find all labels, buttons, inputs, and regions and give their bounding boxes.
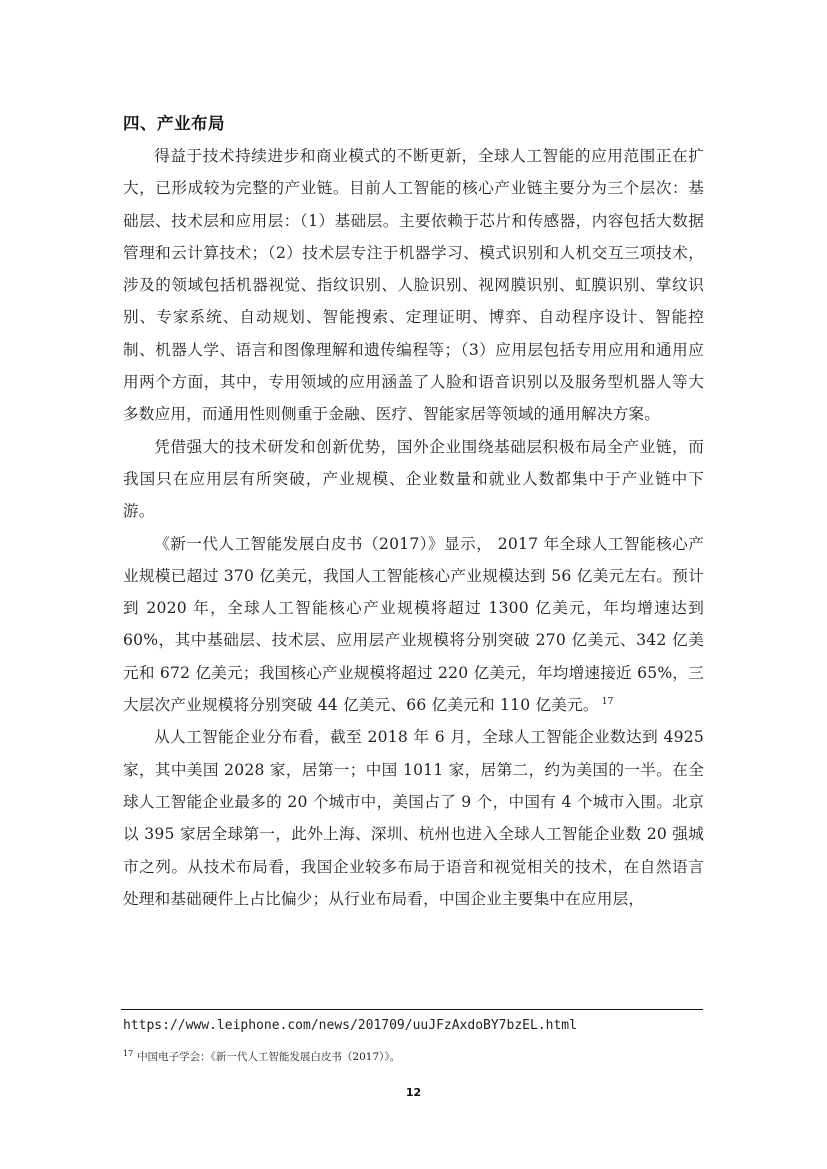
paragraph-enterprise-distribution: 从人工智能企业分布看，截至 2018 年 6 月，全球人工智能企业数达到 4925 家，其中美国 2028 家，居第一；中国 1011 家，居第二，约为美国的一半。在全球人工智能企业最多的 20 个城市中，美国占了 9 个，中国有 4 个城市入围。北京以 395 家居全球第一，此外上海、深圳、杭州也进入全球人工智能企业数 20 强城市之列。从技术布局看，我国企业较多布局于语音和视觉相关的技术，在自然语言处理和基础硬件上占比偏少；从行业布局看，中国企业主要集中在应用层， <box>123 728 704 908</box>
page-number: 12 <box>405 1086 422 1099</box>
page-body <box>123 108 704 915</box>
paragraph-market-size-text: 《新一代人工智能发展白皮书（2017）》显示， 2017 年全球人工智能核心产业规模已超过 370 亿美元，我国人工智能核心产业规模达到 56 亿美元左右。预计到 2020 年，全球人工智能核心产业规模将超过 1300 亿美元，年均增速达到 60%，其中基础层、技术层、应用层产业规模将分别突破 270 亿美元、342 亿美元和 672 亿美元；我国核心产业规模将超过 220 亿美元，年均增速接近 65%，三大层次产业规模将分别突破 44 亿美元、66 亿美元和 110 亿美元。 <box>123 534 704 715</box>
section-heading: 四、产业布局 <box>123 114 225 133</box>
footnote-separator <box>121 1009 703 1010</box>
footnote-reference-17[interactable]: 17 <box>601 696 614 707</box>
footnote-text: 中国电子学会：《新一代人工智能发展白皮书（2017）》。 <box>137 1051 401 1063</box>
footnote-17 <box>123 1049 400 1065</box>
footnote-continued-url[interactable]: https://www.leiphone.com/news/201709/uuJFzAxdoBY7bzEL.html <box>123 1018 577 1033</box>
paragraph-market-size <box>123 528 704 722</box>
paragraph-domestic-position: 凭借强大的技术研发和创新优势，国外企业围绕基础层积极布局全产业链，而我国只在应用层有所突破，产业规模、企业数量和就业人数都集中于产业链中下游。 <box>123 437 704 521</box>
paragraph-industry-chain: 得益于技术持续进步和商业模式的不断更新，全球人工智能的应用范围正在扩大，已形成较为完整的产业链。目前人工智能的核心产业链主要分为三个层次：基础层、技术层和应用层：（1）基础层。主要依赖于芯片和传感器，内容包括大数据管理和云计算技术；（2）技术层专注于机器学习、模式识别和人机交互三项技术，涉及的领域包括机器视觉、指纹识别、人脸识别、视网膜识别、虹膜识别、掌纹识别、专家系统、自动规划、智能搜索、定理证明、博弈、自动程序设计、智能控制、机器人学、语言和图像理解和遗传编程等；（3）应用层包括专用应用和通用应用两个方面，其中，专用领域的应用涵盖了人脸和语音识别以及服务型机器人等大多数应用，而通用性则侧重于金融、医疗、智能家居等领域的通用解决方案。 <box>123 147 704 424</box>
footnote-number: 17 <box>123 1048 134 1058</box>
